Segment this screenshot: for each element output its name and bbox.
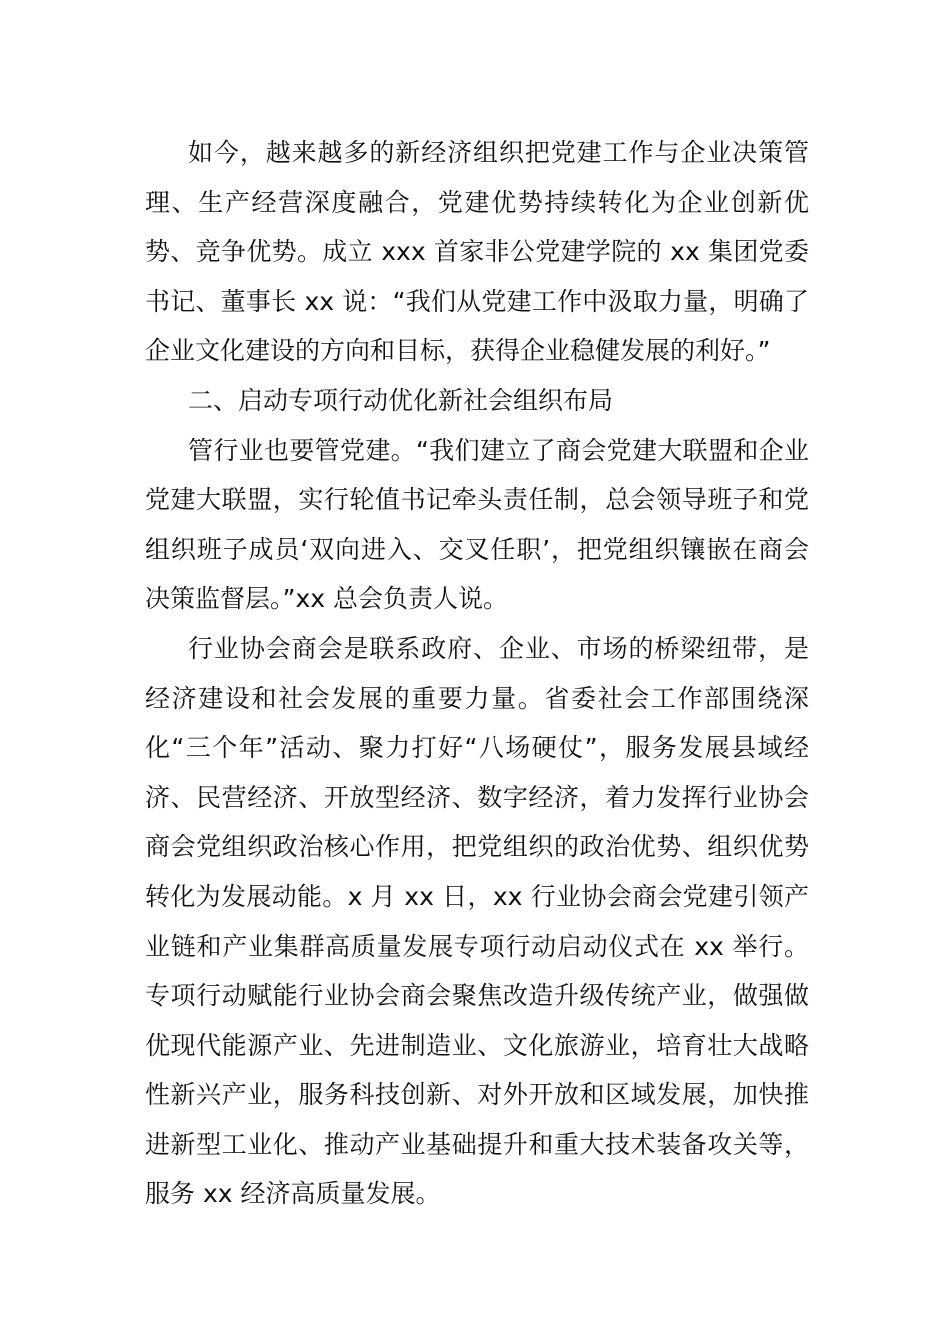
paragraph-associations-chambers: 行业协会商会是联系政府、企业、市场的桥梁纽带，是经济建设和社会发展的重要力量。省委社会工作部围绕深化“三个年”活动、聚力打好“八场硬仗”，服务发展县域经济、民营经济、开放型经济、数字经济，着力发挥行业协会商会党组织政治核心作用，把党组织的政治优势、组织优势转化为发展动能。x 月 xx 日，xx 行业协会商会党建引领产业链和产业集群高质量发展专项行动启动仪式在 xx 举行。专项行动赋能行业协会商会聚焦改造升级传统产业，做强做优现代能源产业、先进制造业、文化旅游业，培育壮大战略性新兴产业，服务科技创新、对外开放和区域发展，加快推进新型工业化、推动产业基础提升和重大技术装备攻关等，服务 xx 经济高质量发展。 [145, 633, 809, 1209]
paragraph-party-building-integration: 如今，越来越多的新经济组织把党建工作与企业决策管理、生产经营深度融合，党建优势持续转化为企业创新优势、竞争优势。成立 xxx 首家非公党建学院的 xx 集团党委书记、董事长 xx 说：“我们从党建工作中汲取力量，明确了企业文化建设的方向和目标，获得企业稳健发展的利好。” [145, 138, 809, 366]
section-heading-two: 二、启动专项行动优化新社会组织布局 [188, 385, 614, 415]
document-body [145, 128, 809, 1219]
paragraph-industry-party-building: 管行业也要管党建。“我们建立了商会党建大联盟和企业党建大联盟，实行轮值书记牵头责任制，总会领导班子和党组织班子成员‘双向进入、交叉任职’，把党组织镶嵌在商会决策监督层。”xx 总会负责人说。 [145, 435, 809, 614]
